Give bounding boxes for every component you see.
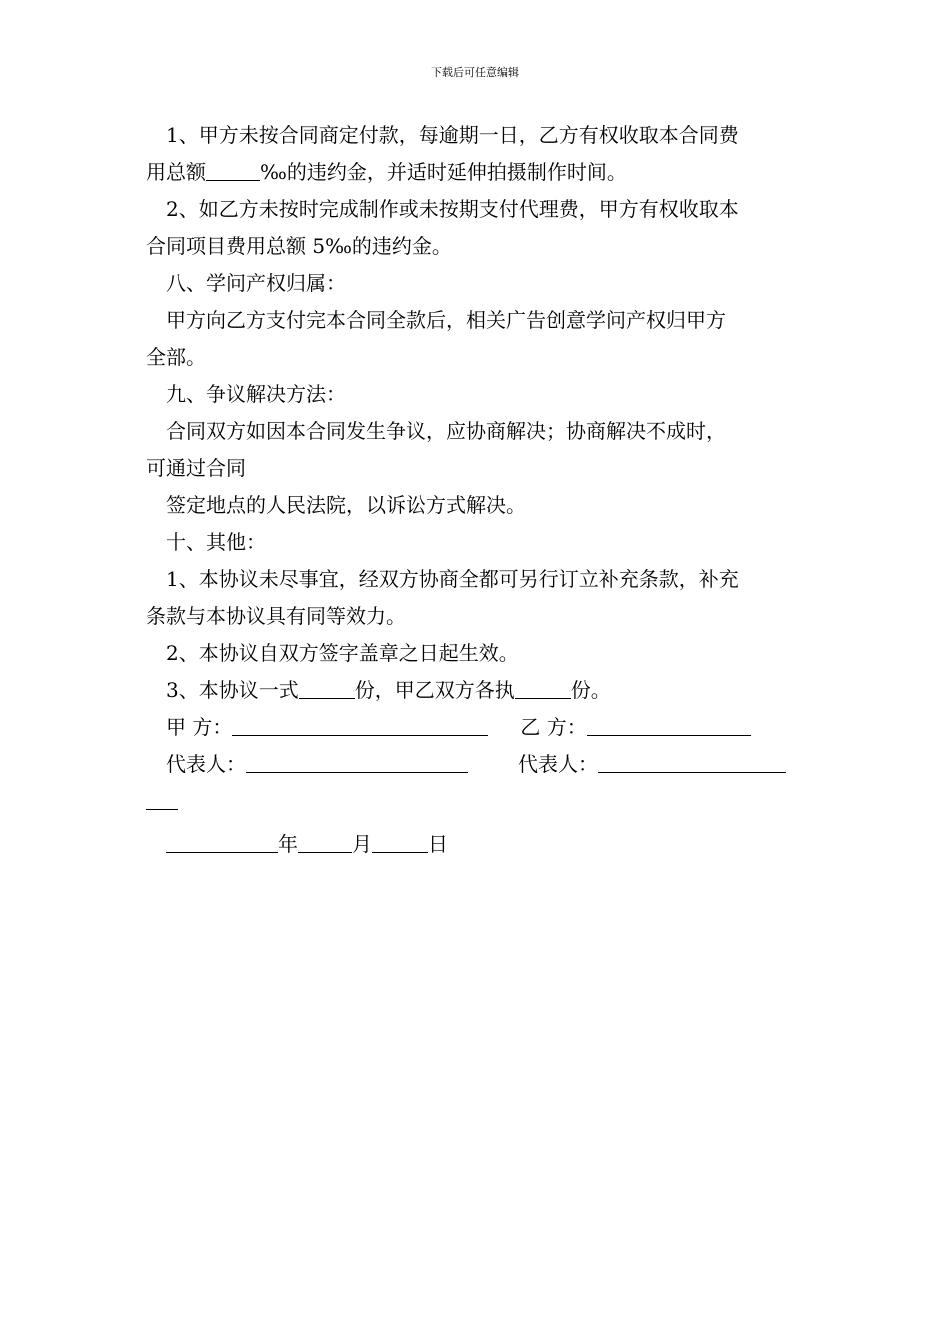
other-clause-3 [146, 672, 808, 709]
clause-1-prefix: 用总额 [146, 160, 206, 184]
section-9-line-1: 合同双方如因本合同发生争议，应协商解决；协商解决不成时， [166, 419, 726, 443]
section-8-heading: 八、学问产权归属： [166, 271, 346, 295]
year-blank[interactable] [166, 830, 278, 853]
clause-2-line-2: 合同项目费用总额 5‰的违约金。 [146, 234, 452, 258]
party-signature-line [146, 709, 808, 746]
rep-b-blank-continued[interactable] [146, 787, 178, 810]
other-clause-1-line-1: 1、本协议未尽事宜，经双方协商全都可另行订立补充条款，补充 [166, 567, 739, 591]
copies-prefix: 3、本协议一式 [166, 678, 299, 702]
penalty-rate-blank[interactable] [206, 158, 260, 181]
each-party-copies-blank[interactable] [515, 676, 571, 699]
section-9-heading: 九、争议解决方法： [166, 382, 346, 406]
clause-1-suffix: ‰的违约金，并适时延伸拍摄制作时间。 [260, 160, 627, 184]
section-10-heading: 十、其他： [166, 530, 266, 554]
party-b-label: 乙 方： [520, 715, 587, 739]
rep-a-label: 代表人： [166, 752, 246, 776]
rep-b-blank[interactable] [598, 750, 786, 773]
party-a-label: 甲 方： [166, 715, 233, 739]
day-blank[interactable] [372, 830, 428, 853]
party-a-blank[interactable] [232, 713, 488, 736]
year-label: 年 [278, 832, 298, 856]
day-label: 日 [428, 832, 448, 856]
copies-suffix: 份。 [570, 678, 611, 702]
section-9-line-3: 签定地点的人民法院，以诉讼方式解决。 [166, 493, 526, 517]
document-body [146, 117, 808, 863]
section-9-line-2: 可通过合同 [146, 456, 246, 480]
total-copies-blank[interactable] [299, 676, 355, 699]
month-label: 月 [352, 832, 372, 856]
month-blank[interactable] [298, 830, 352, 853]
clause-2-line-1: 2、如乙方未按时完成制作或未按期支付代理费，甲方有权收取本 [166, 197, 739, 221]
party-b-blank[interactable] [587, 713, 751, 736]
other-clause-2: 2、本协议自双方签字盖章之日起生效。 [166, 641, 519, 665]
clause-1-line-2 [146, 154, 808, 191]
representative-line [146, 746, 808, 783]
rep-a-blank[interactable] [246, 750, 468, 773]
copies-middle: 份，甲乙双方各执 [354, 678, 515, 702]
other-clause-1-line-2: 条款与本协议具有同等效力。 [146, 604, 406, 628]
section-8-line-1: 甲方向乙方支付完本合同全款后，相关广告创意学问产权归甲方 [166, 308, 726, 332]
rep-b-label: 代表人： [518, 752, 598, 776]
clause-1-line-1: 1、甲方未按合同商定付款，每逾期一日，乙方有权收取本合同费 [166, 123, 739, 147]
section-8-line-2: 全部。 [146, 345, 206, 369]
date-line [146, 826, 808, 863]
page-header: 下载后可任意编辑 [431, 66, 519, 79]
representative-overflow-line [146, 783, 808, 820]
